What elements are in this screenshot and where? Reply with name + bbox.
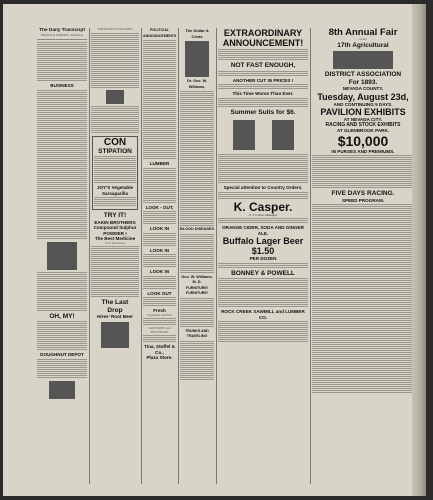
agricultural-heading: 17th Agricultural: [337, 41, 389, 49]
doctor-name-2: Geo. W. Williams, M. D.: [181, 274, 213, 284]
not-fast-enough: NOT FAST ENOUGH,: [230, 62, 296, 69]
column-1: [37, 28, 87, 484]
look-out-2: LOOK OUT: [147, 290, 172, 296]
column-6: [312, 28, 414, 484]
of-the: of the: [359, 37, 367, 41]
column-3: [143, 28, 176, 484]
hires-root-beer: Hires' Root Beer: [97, 314, 133, 320]
binding-edge: [412, 4, 426, 496]
article-body: [37, 90, 87, 240]
per-dozen: PER DOZEN: [249, 256, 277, 262]
advert-illustration: [106, 90, 124, 104]
nevada-county: NEVADA COUNTY,: [342, 86, 384, 92]
casper-manager: N. J. Carter, Manager.: [248, 212, 278, 217]
orange-cider: ORANGE CIDER, SODA AND GINGER ALE.: [222, 225, 304, 236]
trunks-heading: TRUNKS AND TRAVELING: [185, 328, 209, 338]
article-body: [180, 341, 214, 381]
column-5: [218, 28, 308, 484]
article-body: [143, 168, 176, 204]
con-heading: CON: [103, 136, 127, 148]
rock-creek: ROCK CREEK SAWMILL and LUMBER CO.: [221, 309, 305, 320]
article-body: [37, 321, 87, 351]
article-body: [37, 42, 87, 82]
annual-fair-heading: 8th Annual Fair: [328, 28, 398, 38]
tuesday-date: Tuesday, August 23d,: [317, 91, 409, 102]
buffalo-lager: Buffalo Lager Beer $1.50: [222, 236, 304, 257]
furniture-heading: FURNITURE! FURNITURE!: [186, 285, 208, 295]
column-2: [91, 28, 139, 484]
article-body: [180, 91, 214, 226]
purses-premiums: IN PURSES AND PREMIUMS.: [331, 148, 395, 154]
extraordinary-heading: EXTRAORDINARY: [223, 28, 303, 38]
special-attention: Special attention to Country Orders.: [223, 185, 303, 190]
political-heading: POLITICAL ANNOUNCEMENTS: [143, 28, 176, 38]
portrait-illustration: [185, 41, 209, 77]
column-4-heading: The Dollar & Cents: [185, 28, 209, 39]
column-4: [180, 28, 214, 484]
casper-heading: K. Casper.: [233, 199, 293, 214]
article-body: [37, 359, 87, 379]
look-in-2: LOOK IN: [149, 247, 170, 253]
column-2-top: THE PEOPLE'S FAVORITE: [97, 28, 133, 31]
fresh-heading: Fresh: [153, 308, 166, 313]
bonney-powell: BONNEY & POWELL: [231, 269, 295, 277]
lumber-heading: LUMBER: [149, 161, 170, 166]
look-out-1: LOOK - OUT,: [145, 204, 174, 210]
groceries: GROCERIES and PROVISIONS: [148, 326, 171, 334]
article-body: [91, 33, 139, 88]
try-it-heading: TRY IT!: [103, 212, 127, 220]
blood-diseases: BLOOD DISEASES: [180, 227, 214, 231]
hand-illustration: [272, 120, 294, 150]
veg-fruit: Vegetables and Fruit: [147, 312, 172, 317]
masthead: The Daily Transcript: [39, 28, 85, 33]
article-body: [180, 234, 214, 274]
doctor-name: Dr. Geo. W. Williams,: [186, 79, 208, 89]
racing-stock: RACING AND STOCK EXHIBITS: [325, 121, 401, 128]
pavilion-exhibits: PAVILION EXHIBITS: [320, 107, 406, 118]
ever-introduced: Ever Introduced: [105, 240, 125, 245]
oh-my-heading: OH, MY!: [49, 312, 75, 320]
speed-program: SPEED PROGRAM.: [341, 197, 385, 203]
look-in-1: LOOK IN: [149, 226, 170, 231]
five-days-racing: FIVE DAYS RACING.: [331, 190, 395, 198]
doughnut-depot-heading: DOUGHNUT DEPOT: [40, 352, 84, 358]
business-heading: BUSINESS: [50, 83, 74, 89]
article-body: [180, 298, 214, 328]
prize-money: $10,000: [337, 132, 389, 149]
best-medicine: The Best Medicine: [94, 236, 136, 242]
look-in-3: LOOK IN: [149, 269, 170, 274]
article-body: [37, 272, 87, 312]
race-listings: [312, 204, 414, 394]
glenbrook-park: AT GLENBROOK PARK.: [336, 128, 390, 134]
district-association: DISTRICT ASSOCIATION: [324, 71, 402, 79]
tina-stoffel: Tina, Stoffel & Co.,: [144, 344, 175, 355]
article-body: [91, 246, 139, 298]
for-year: For 1893.: [348, 78, 378, 86]
advert-illustration: [49, 381, 75, 399]
advert-illustration: [47, 242, 77, 270]
horse-race-illustration: [333, 51, 393, 69]
the-last-heading: The Last: [101, 299, 129, 307]
joys-sarsaparilla: JOY'S Vegetable Sarsaparilla: [96, 185, 134, 196]
time-worse: This Time Worse Than Ever.: [232, 91, 294, 96]
masthead-subtitle: BROWN & ROBERTS, Publishers: [40, 32, 84, 37]
continuing: AND CONTINUING 5 DAYS.: [333, 101, 393, 107]
drop-heading: Drop: [107, 306, 123, 314]
announcements-body: [143, 40, 176, 160]
plaza-store: Plaza Store.: [146, 355, 173, 361]
compound-sulphur: Compound Sulphur: [93, 225, 137, 231]
article-body: [91, 106, 139, 134]
another-cut: ANOTHER CUT IN PRICES !: [232, 77, 294, 83]
eakin-brothers: EAKIN BROTHERS: [94, 219, 136, 225]
advert-illustration: [101, 322, 129, 348]
stipation-heading: STIPATION: [98, 147, 132, 155]
newspaper-page: [3, 4, 426, 496]
hand-illustration: [233, 120, 255, 150]
announcement-heading: ANNOUNCEMENT!: [222, 38, 304, 48]
at-nevada-city: AT NEVADA CITY.: [343, 117, 383, 123]
powder-heading: POWDER !: [103, 230, 127, 236]
summer-suits: Summer Suits for $6.: [230, 108, 296, 116]
